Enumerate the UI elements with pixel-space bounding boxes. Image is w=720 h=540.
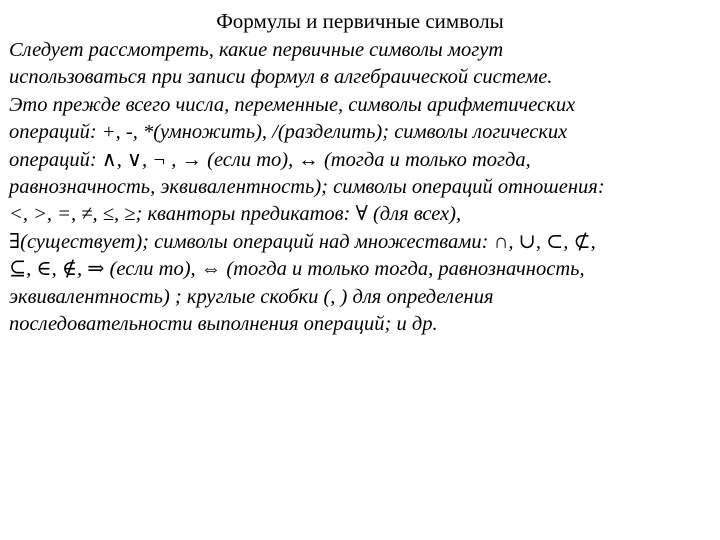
slide-title: Формулы и первичные символы	[216, 9, 504, 33]
body-line-4: операций: +, -, *(умножить), /(разделить); символы логических	[9, 121, 568, 144]
body-line-2: использоваться при записи формул в алгебраической системе.	[9, 66, 553, 89]
body-line-10: эквивалентность) ; круглые скобки (, ) для определения	[9, 285, 494, 308]
body-line-7: <, >, =, ≠, ≤, ≥; кванторы предикатов: ∀ (для всех),	[9, 203, 462, 226]
body-line-5: операций: ∧, ∨, ¬ , → (если то), ↔ (тогда и только тогда,	[9, 148, 531, 171]
slide-body-text	[9, 37, 715, 338]
body-line-6: равнозначность, эквивалентность); символы операций отношения:	[9, 175, 605, 198]
body-line-9: ⊆, ∈, ∉, ⇒ (если то), ⇔ (тогда и только тогда, равнозначность,	[9, 258, 585, 281]
body-line-8: ∃(существует); символы операций над множествами: ∩, ∪, ⊂, ⊄,	[9, 230, 596, 253]
body-line-1: Следует рассмотреть, какие первичные символы могут	[9, 39, 504, 61]
body-line-11: последовательности выполнения операций; и др.	[9, 312, 438, 335]
body-line-3: Это прежде всего числа, переменные, символы арифметических	[9, 93, 576, 116]
